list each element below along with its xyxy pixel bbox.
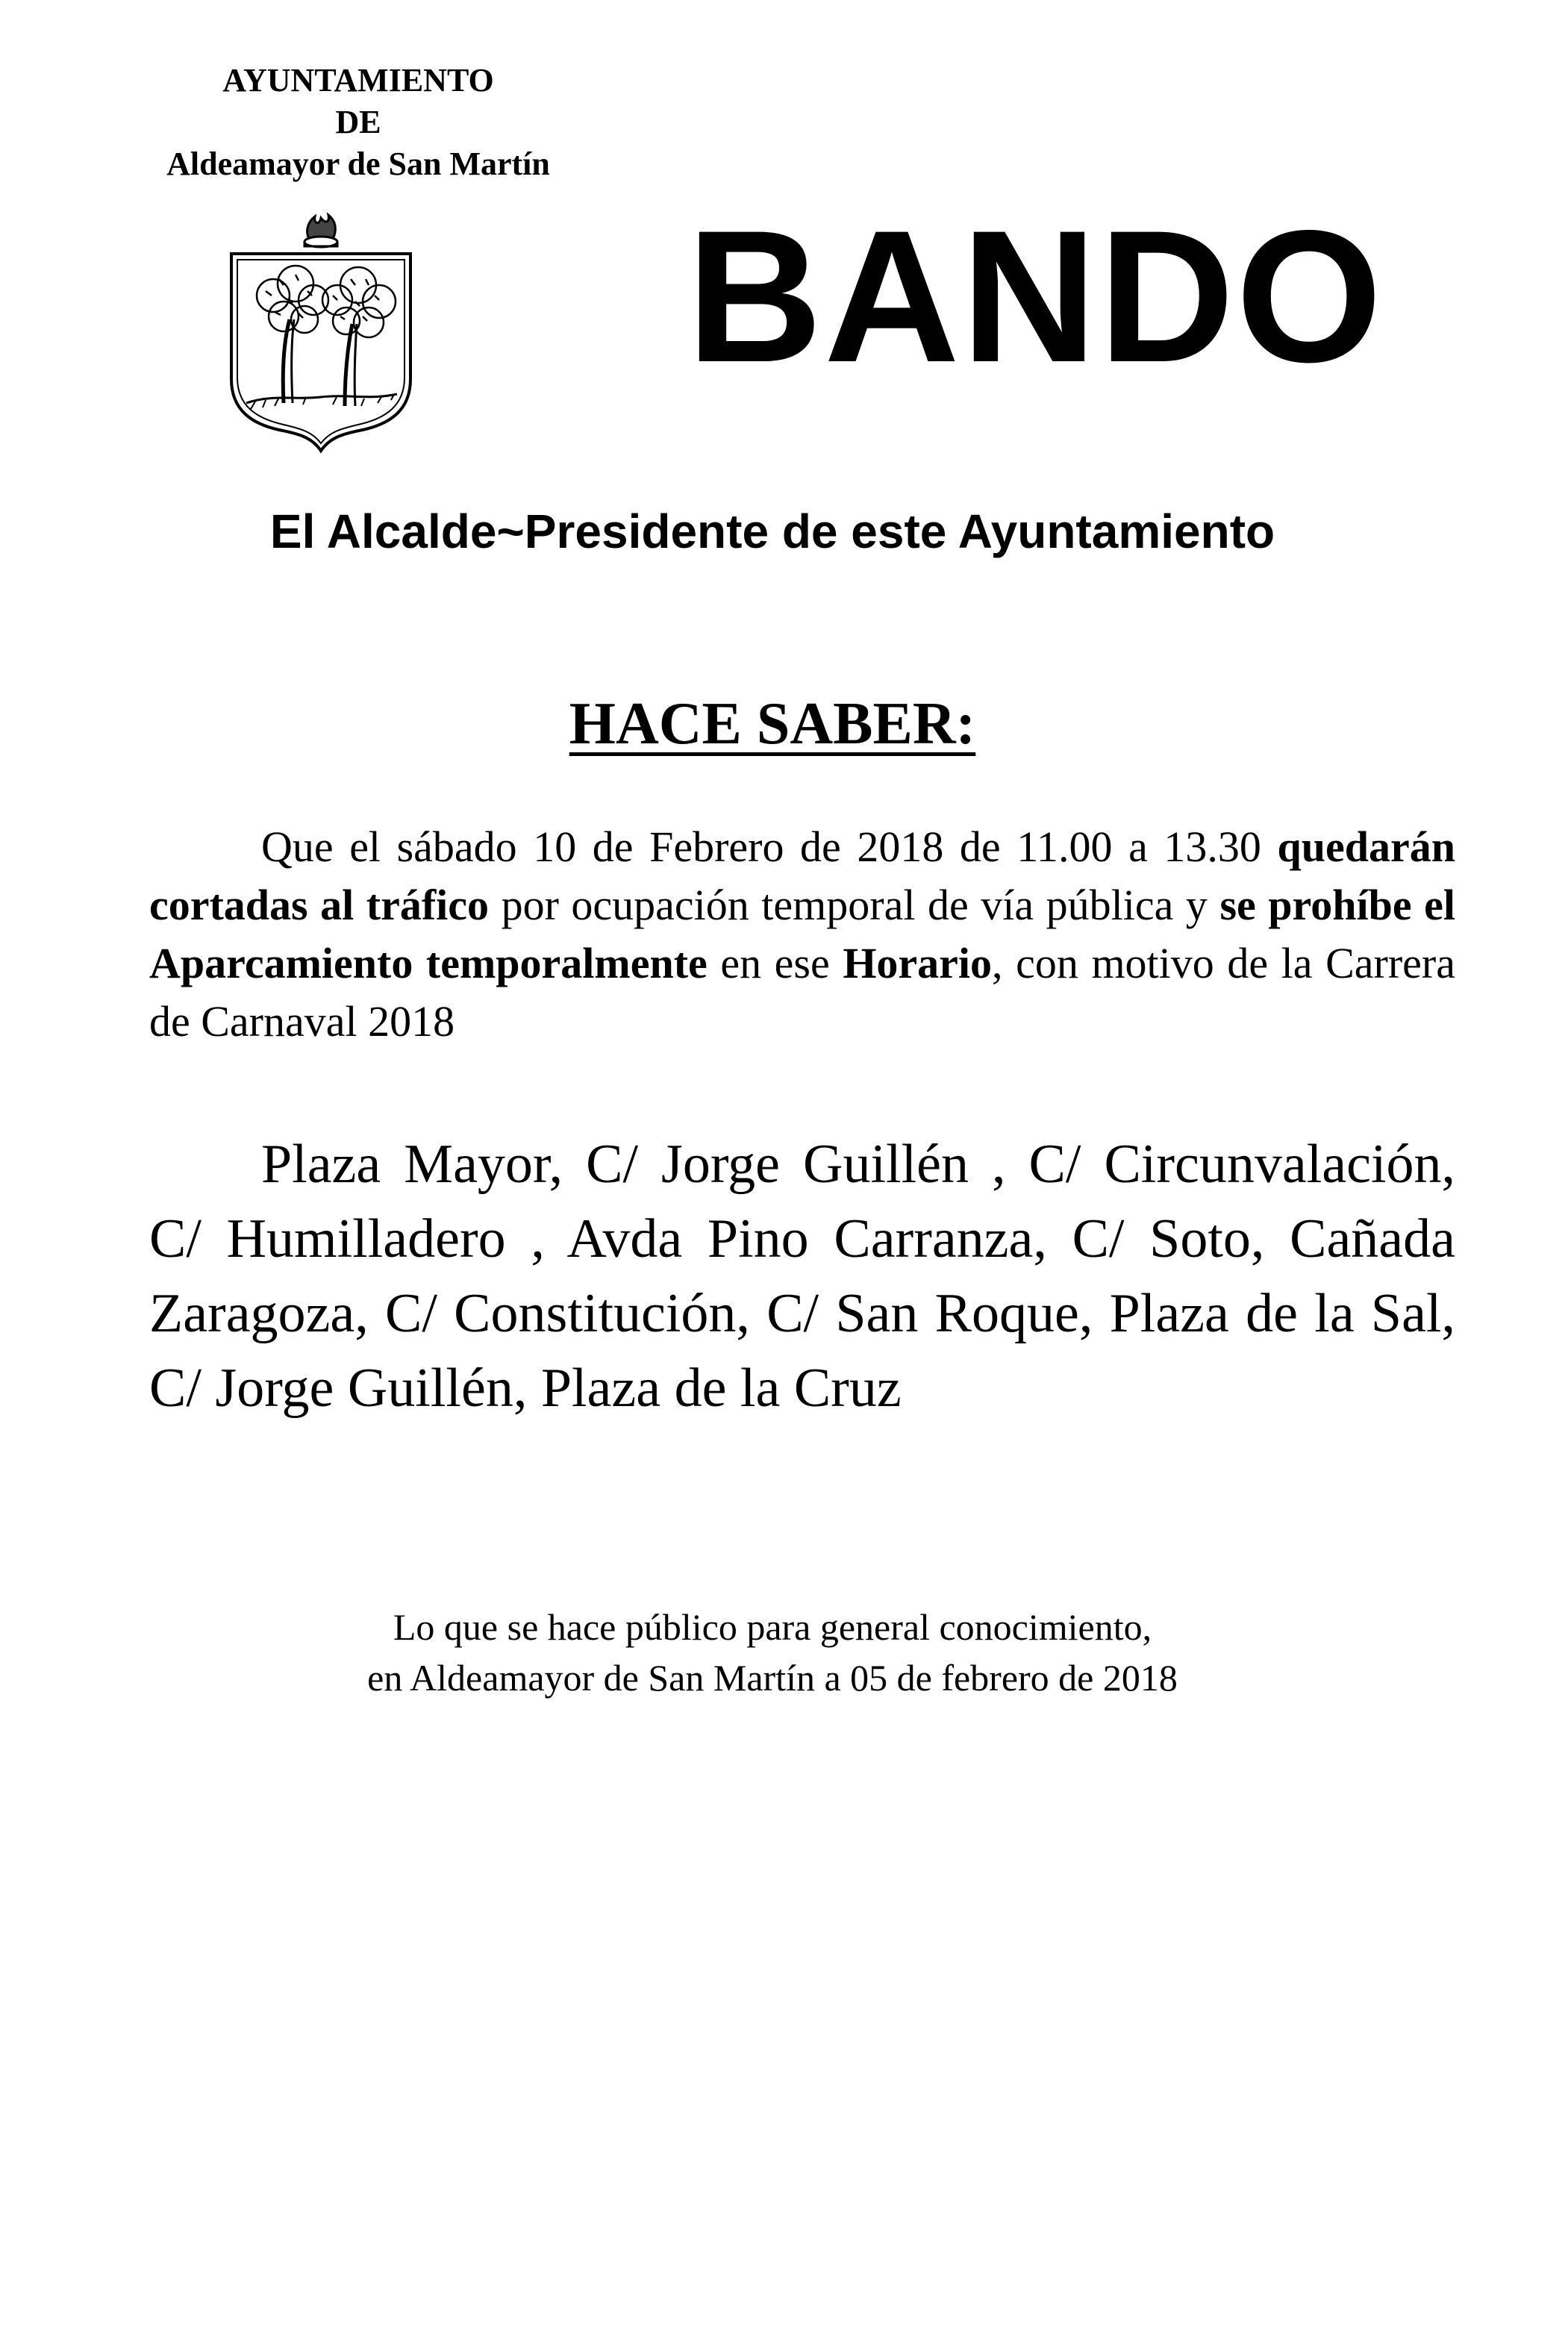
coat-of-arms-icon	[221, 207, 421, 457]
notice-bold-horario: Horario	[843, 939, 993, 987]
notice-part-3: en ese	[707, 939, 843, 987]
hace-saber-heading	[149, 687, 1396, 761]
notice-part-4: , con motivo de la Carrera de Carnaval 2018	[149, 939, 1455, 1046]
notice-bold-parking-ban: se prohíbe el Aparcamiento temporalmente	[149, 881, 1455, 987]
closing-line-1: Lo que se hace público para general conocimiento,	[393, 1606, 1152, 1648]
mayor-subtitle: El Alcalde~Presidente de este Ayuntamiento	[269, 505, 1275, 558]
header-line-town-name: Aldeamayor de San Martín	[166, 146, 550, 182]
notice-text	[149, 818, 1455, 1051]
closing-line-2: en Aldeamayor de San Martín a 05 de febrero de 2018	[367, 1657, 1178, 1699]
notice-bold-traffic-closure: quedarán cortadas al tráfico	[149, 822, 1455, 929]
streets-text: Plaza Mayor, C/ Jorge Guillén , C/ Circunvalación, C/ Humilladero , Avda Pino Carranza, C/ Soto, Cañada Zaragoza, C/ Constitución, C/ San Roque, Plaza de la Sal, C/ Jorge Guillén, Plaza de la Cruz	[149, 1134, 1455, 1419]
notice-paragraph	[149, 818, 1455, 1051]
notice-part-1: Que el sábado 10 de Febrero de 2018 de 11.00 a 13.30	[261, 822, 1278, 871]
streets-list	[149, 1127, 1455, 1425]
hace-saber-text: HACE SABER:	[569, 691, 976, 757]
header-line-ayuntamiento: AYUNTAMIENTO	[222, 62, 494, 99]
town-council-header	[119, 60, 597, 185]
header-line-de: DE	[335, 104, 381, 140]
notice-part-2: por ocupación temporal de vía pública y	[489, 881, 1220, 929]
bando-title: BANDO	[687, 192, 1384, 402]
closing-statement	[149, 1602, 1396, 1703]
